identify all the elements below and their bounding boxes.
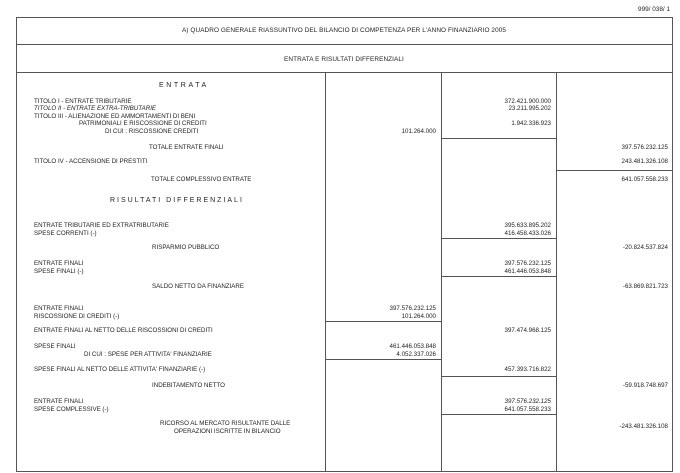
rule-indebitamento: [441, 376, 556, 377]
r4-spese-finali-value: 461.446.053.848: [389, 343, 436, 350]
titolo1-label: TITOLO I - ENTRATE TRIBUTARIE: [34, 98, 132, 105]
r5-entrate-finali-label: ENTRATE FINALI: [34, 398, 84, 405]
totale-entrate-finali-label: TOTALE ENTRATE FINALI: [149, 144, 224, 151]
frame-bottom: [16, 471, 672, 472]
r3-riscossione-crediti-label: RISCOSSIONE DI CREDITI (-): [34, 313, 120, 320]
titolo4-value: 243.481.326.108: [621, 158, 668, 165]
totale-complessivo-value: 641.057.558.233: [621, 176, 668, 183]
frame-top: [16, 17, 672, 18]
r3-entrate-finali-value: 397.576.232.125: [389, 305, 436, 312]
frame-right: [672, 17, 673, 472]
titolo4-label: TITOLO IV - ACCENSIONE DI PRESTITI: [34, 158, 148, 165]
risparmio-pubblico-label: RISPARMIO PUBBLICO: [152, 244, 220, 251]
rule-r4: [325, 359, 441, 360]
col-sep-3: [556, 72, 557, 471]
page-title: A) QUADRO GENERALE RIASSUNTIVO DEL BILANCIO DI COMPETENZA PER L'ANNO FINANZIARIO 2005: [181, 27, 507, 34]
section-entrata-heading: ENTRATA: [159, 82, 209, 89]
col-sep-1: [325, 72, 326, 471]
r1-spese-correnti-value: 416.458.433.026: [504, 230, 551, 237]
page-subtitle: ENTRATA E RISULTATI DIFFERENZIALI: [284, 56, 404, 63]
rule-saldo: [441, 276, 556, 277]
rule-r3: [325, 321, 441, 322]
r2-spese-finali-value: 461.446.053.848: [504, 268, 551, 275]
ricorso-mercato-label-a: RICORSO AL MERCATO RISULTANTE DALLE: [160, 420, 291, 427]
section-risultati-heading: RISULTATI DIFFERENZIALI: [110, 197, 244, 204]
r4-attivita-finanziarie-label: DI CUI : SPESE PER ATTIVITA' FINANZIARIE: [84, 351, 212, 358]
totale-entrate-finali-value: 397.576.232.125: [621, 144, 668, 151]
r4-spese-finali-label: SPESE FINALI: [34, 343, 76, 350]
col-sep-2: [441, 72, 442, 471]
r4-spese-nette-value: 457.393.716.822: [504, 366, 551, 373]
rule-before-totale-finali: [441, 138, 556, 139]
r2-spese-finali-label: SPESE FINALI (-): [34, 268, 84, 275]
r3-entrate-nette-label: ENTRATE FINALI AL NETTO DELLE RISCOSSIONI DI CREDITI: [34, 327, 213, 334]
indebitamento-netto-label: INDEBITAMENTO NETTO: [152, 382, 225, 389]
r4-attivita-finanziarie-value: 4.052.337.026: [396, 351, 436, 358]
titolo3-label-a: TITOLO III - ALIENAZIONE ED AMMORTAMENTI DI BENI: [34, 113, 196, 120]
rule-ricorso: [441, 414, 556, 415]
titolo2-value: 23.211.995.202: [508, 105, 551, 112]
ricorso-mercato-label-b: OPERAZIONI ISCRITTE IN BILANCIO: [174, 428, 281, 435]
r4-spese-nette-label: SPESE FINALI AL NETTO DELLE ATTIVITA' FINANZIARIE (-): [34, 366, 206, 373]
titolo3-label-b: PATRIMONIALI E RISCOSSIONE DI CREDITI: [79, 120, 207, 127]
titolo3-value: 1.942.336.923: [511, 120, 551, 127]
dicui-riscossione-label: DI CUI : RISCOSSIONE CREDITI: [105, 128, 199, 135]
rule-risparmio: [441, 238, 556, 239]
titolo1-value: 372.421.900.000: [504, 98, 551, 105]
dicui-riscossione-value: 101.264.000: [401, 128, 436, 135]
r3-entrate-finali-label: ENTRATE FINALI: [34, 305, 84, 312]
risparmio-pubblico-value: -20.824.537.824: [622, 244, 668, 251]
r3-entrate-nette-value: 397.474.968.125: [504, 327, 551, 334]
totale-complessivo-label: TOTALE COMPLESSIVO ENTRATE: [151, 176, 252, 183]
r5-entrate-finali-value: 397.576.232.125: [504, 398, 551, 405]
r1-entrate-tributarie-value: 395.633.895.202: [504, 222, 551, 229]
r2-entrate-finali-label: ENTRATE FINALI: [34, 260, 84, 267]
r1-spese-correnti-label: SPESE CORRENTI (-): [34, 230, 97, 237]
saldo-netto-label: SALDO NETTO DA FINANZIARE: [152, 283, 245, 290]
rule-before-totale-complessivo: [556, 170, 672, 171]
saldo-netto-value: -63.869.821.723: [622, 283, 668, 290]
titolo2-label: TITOLO II - ENTRATE EXTRA-TRIBUTARIE: [34, 105, 157, 112]
r1-entrate-tributarie-label: ENTRATE TRIBUTARIE ED EXTRATRIBUTARIE: [34, 222, 169, 229]
title-divider: [16, 44, 672, 45]
r3-riscossione-crediti-value: 101.264.000: [401, 313, 436, 320]
page-id: 999/ 038/ 1: [638, 6, 670, 13]
subtitle-divider: [16, 72, 672, 73]
r5-spese-complessive-label: SPESE COMPLESSIVE (-): [34, 406, 109, 413]
r5-spese-complessive-value: 641.057.558.233: [504, 406, 551, 413]
ricorso-mercato-value: -243.481.326.108: [619, 423, 668, 430]
frame-left: [16, 17, 17, 472]
r2-entrate-finali-value: 397.576.232.125: [504, 260, 551, 267]
indebitamento-netto-value: -59.918.748.697: [622, 382, 668, 389]
